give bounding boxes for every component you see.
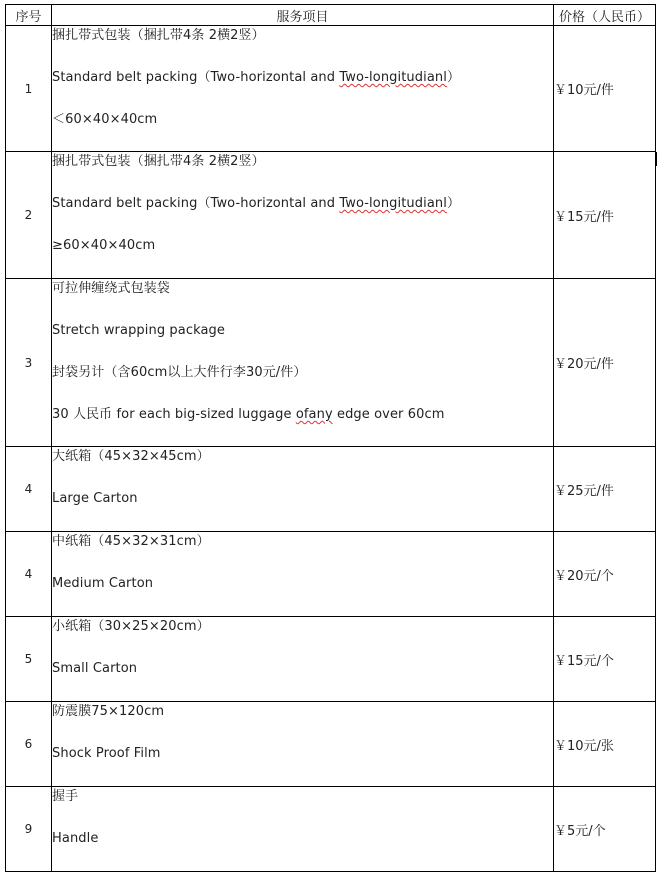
desc-line-cn: 捆扎带式包装（捆扎带4条 2横2竖） [52, 154, 265, 169]
desc-line-en: Standard belt packing（Two-horizontal and Two-longitudianl） [52, 196, 461, 211]
header-item: 服务项目 [52, 5, 554, 26]
header-no: 序号 [6, 5, 52, 26]
table-row [6, 447, 656, 532]
desc-line-en: Large Carton [52, 491, 138, 506]
row-price: ￥20元/个 [554, 532, 656, 617]
desc-line-note-cn: 封袋另计（含60cm以上大件行李30元/件） [52, 365, 307, 380]
row-description [52, 532, 554, 617]
row-number: 9 [6, 787, 52, 872]
row-description [52, 279, 554, 447]
desc-line-en: Stretch wrapping package [52, 323, 225, 338]
table-header-row [6, 5, 656, 26]
row-number: 4 [6, 532, 52, 617]
row-description [52, 617, 554, 702]
row-number: 6 [6, 702, 52, 787]
spellcheck-word: Two-longitudianl [339, 70, 447, 85]
row-price: ￥15元/个 [554, 617, 656, 702]
table-row [6, 26, 656, 152]
desc-line-cn: 中纸箱（45×32×31cm） [52, 534, 210, 549]
row-number: 2 [6, 152, 52, 279]
table-row [6, 532, 656, 617]
spellcheck-word: Two-longitudianl [339, 196, 447, 211]
row-description [52, 447, 554, 532]
desc-line-cn: 捆扎带式包装（捆扎带4条 2横2竖） [52, 28, 265, 43]
service-price-table [5, 4, 656, 872]
desc-line-cn: 小纸箱（30×25×20cm） [52, 619, 210, 634]
desc-line-cn: 防震膜75×120cm [52, 704, 165, 719]
row-number: 4 [6, 447, 52, 532]
desc-line-en: Medium Carton [52, 576, 154, 591]
text-cursor-mark [656, 152, 657, 166]
row-price: ￥10元/张 [554, 702, 656, 787]
desc-line-cn: 握手 [52, 789, 79, 804]
table-row [6, 787, 656, 872]
table-row [6, 617, 656, 702]
desc-line-note-en: 30 人民币 for each big-sized luggage ofany edge over 60cm [52, 407, 445, 422]
row-price: ￥15元/件 [554, 152, 656, 279]
row-description [52, 702, 554, 787]
row-number: 3 [6, 279, 52, 447]
desc-line-size: ≥60×40×40cm [52, 238, 156, 253]
spellcheck-word: ofany [295, 407, 333, 422]
row-description [52, 152, 554, 279]
desc-line-en: Shock Proof Film [52, 746, 161, 761]
row-price: ￥5元/个 [554, 787, 656, 872]
desc-line-cn: 大纸箱（45×32×45cm） [52, 449, 210, 464]
row-price: ￥25元/件 [554, 447, 656, 532]
table-row [6, 279, 656, 447]
desc-line-cn: 可拉伸缠绕式包装袋 [52, 281, 170, 296]
desc-line-en: Handle [52, 831, 99, 846]
row-price: ￥10元/件 [554, 26, 656, 152]
row-price: ￥20元/件 [554, 279, 656, 447]
row-number: 5 [6, 617, 52, 702]
table-row [6, 152, 656, 279]
header-price: 价格（人民币） [554, 5, 656, 26]
row-number: 1 [6, 26, 52, 152]
table-row [6, 702, 656, 787]
desc-line-en: Small Carton [52, 661, 138, 676]
row-description [52, 26, 554, 152]
row-description [52, 787, 554, 872]
desc-line-size: ＜60×40×40cm [52, 112, 158, 127]
desc-line-en: Standard belt packing（Two-horizontal and Two-longitudianl） [52, 70, 461, 85]
